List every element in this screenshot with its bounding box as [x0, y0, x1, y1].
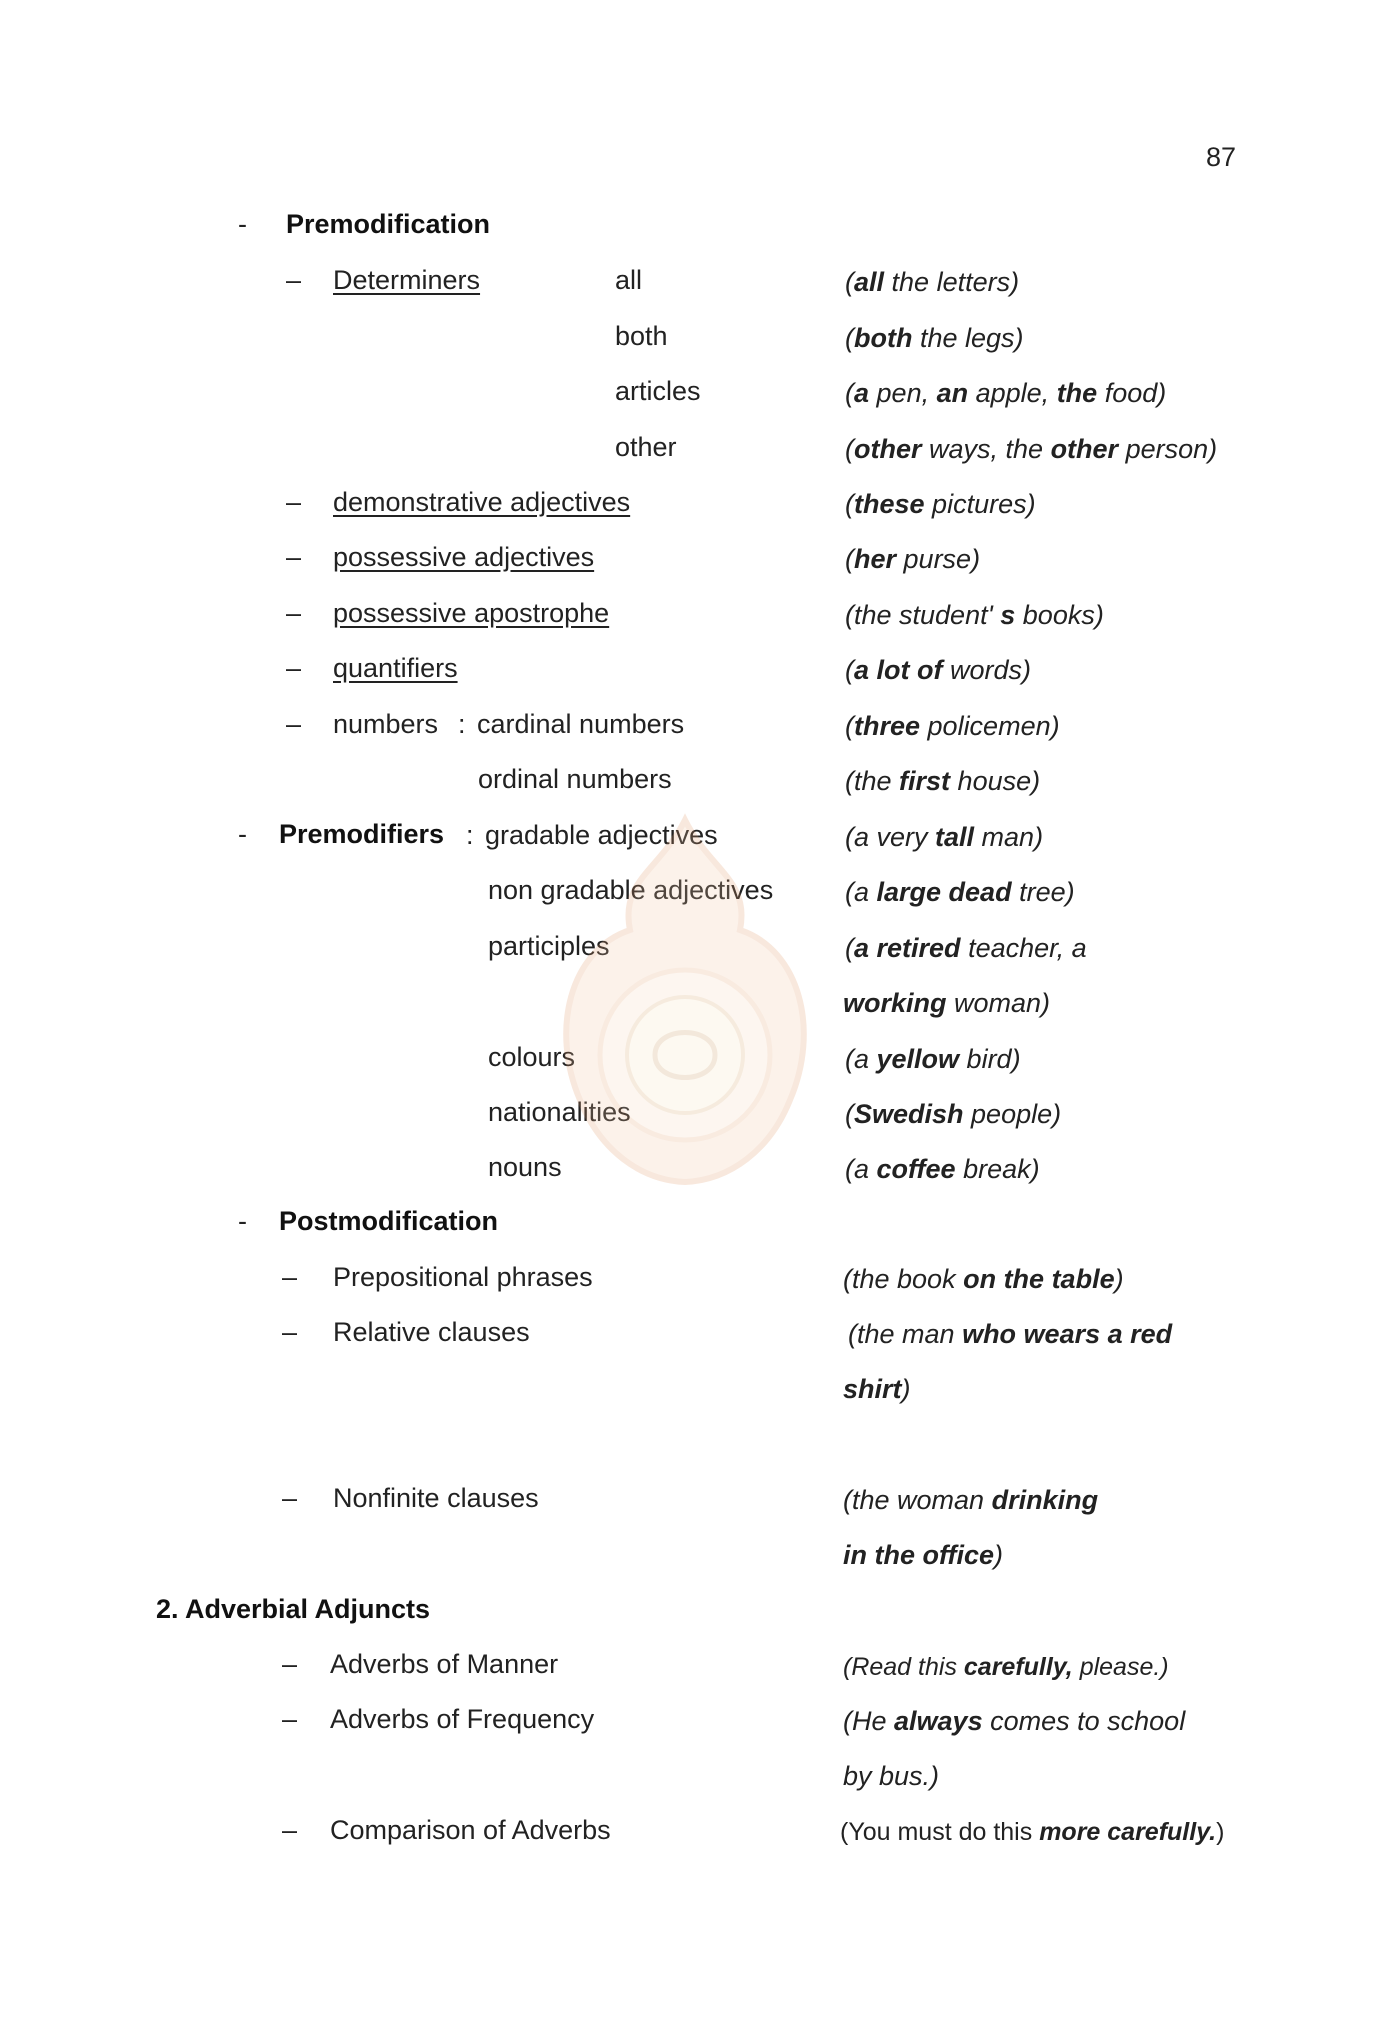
list-dash: – [286, 487, 302, 517]
list-dash: – [286, 709, 302, 739]
list-dash: – [282, 1483, 298, 1513]
label-non-gradable: non gradable adjectives [488, 875, 774, 905]
label-demonstrative: demonstrative adjectives [333, 487, 631, 517]
label-possessive-adjectives: possessive adjectives [333, 542, 595, 572]
list-dash: – [282, 1815, 298, 1845]
example-quantifiers: (a lot of words) [845, 655, 1032, 685]
label-determiners: Determiners [333, 265, 481, 295]
label-articles: articles [615, 376, 701, 406]
example-participles-line2: working woman) [843, 988, 1051, 1018]
example-nonfinite-line2: in the office) [843, 1540, 1004, 1570]
example-demonstrative: (these pictures) [845, 489, 1036, 519]
colon: : [466, 820, 474, 850]
list-dash: – [282, 1262, 298, 1292]
label-cardinal-numbers: cardinal numbers [477, 709, 685, 739]
label-relative: Relative clauses [333, 1317, 530, 1347]
label-prepositional: Prepositional phrases [333, 1262, 593, 1292]
example-nonfinite-line1: (the woman drinking [843, 1485, 1099, 1515]
example-cardinal: (three policemen) [845, 711, 1060, 741]
label-other: other [615, 432, 677, 462]
label-possessive-apostrophe: possessive apostrophe [333, 598, 610, 628]
label-all: all [615, 265, 643, 295]
example-non-gradable: (a large dead tree) [845, 877, 1075, 907]
label-both: both [615, 321, 668, 351]
label-nationalities: nationalities [488, 1097, 631, 1127]
example-frequency-line2: by bus.) [843, 1761, 940, 1791]
label-participles: participles [488, 931, 610, 961]
example-possessive-adjectives: (her purse) [845, 544, 981, 574]
example-possessive-apostrophe: (the student' s books) [845, 600, 1104, 630]
section-bullet: - [238, 1206, 247, 1236]
section-heading-premodifiers: Premodifiers [279, 819, 445, 849]
example-nouns: (a coffee break) [845, 1154, 1040, 1184]
example-relative-line1: (the man who wears a red [848, 1319, 1173, 1349]
section-heading-premodification: Premodification [286, 209, 491, 239]
example-gradable: (a very tall man) [845, 822, 1044, 852]
label-manner: Adverbs of Manner [330, 1649, 559, 1679]
label-gradable: gradable adjectives [485, 820, 718, 850]
list-dash: – [286, 653, 302, 683]
label-quantifiers: quantifiers [333, 653, 458, 683]
example-ordinal: (the first house) [845, 766, 1041, 796]
example-colours: (a yellow bird) [845, 1044, 1021, 1074]
list-dash: – [282, 1704, 298, 1734]
label-nonfinite: Nonfinite clauses [333, 1483, 539, 1513]
example-both: (both the legs) [845, 323, 1024, 353]
list-dash: – [282, 1649, 298, 1679]
example-nationalities: (Swedish people) [845, 1099, 1062, 1129]
list-dash: – [282, 1317, 298, 1347]
example-articles: (a pen, an apple, the food) [845, 378, 1167, 408]
example-participles-line1: (a retired teacher, a [845, 933, 1087, 963]
section-heading-adverbial: 2. Adverbial Adjuncts [156, 1594, 431, 1624]
list-dash: – [286, 265, 302, 295]
example-comparison: (You must do this more carefully.) [840, 1818, 1225, 1846]
label-nouns: nouns [488, 1152, 562, 1182]
page-number: 87 [1206, 142, 1237, 172]
example-all: (all the letters) [845, 267, 1020, 297]
example-other: (other ways, the other person) [845, 434, 1218, 464]
label-numbers: numbers [333, 709, 439, 739]
example-relative-line2: shirt) [843, 1374, 911, 1404]
list-dash: – [286, 598, 302, 628]
example-manner: (Read this carefully, please.) [843, 1653, 1169, 1681]
label-colours: colours [488, 1042, 576, 1072]
example-prepositional: (the book on the table) [843, 1264, 1124, 1294]
section-bullet: - [238, 209, 247, 239]
label-comparison: Comparison of Adverbs [330, 1815, 611, 1845]
label-frequency: Adverbs of Frequency [330, 1704, 595, 1734]
section-heading-postmodification: Postmodification [279, 1206, 499, 1236]
list-dash: – [286, 542, 302, 572]
watermark-emblem [540, 810, 830, 1190]
example-frequency-line1: (He always comes to school [843, 1706, 1186, 1736]
section-bullet: - [238, 819, 247, 849]
colon: : [458, 709, 466, 739]
label-ordinal-numbers: ordinal numbers [478, 764, 672, 794]
